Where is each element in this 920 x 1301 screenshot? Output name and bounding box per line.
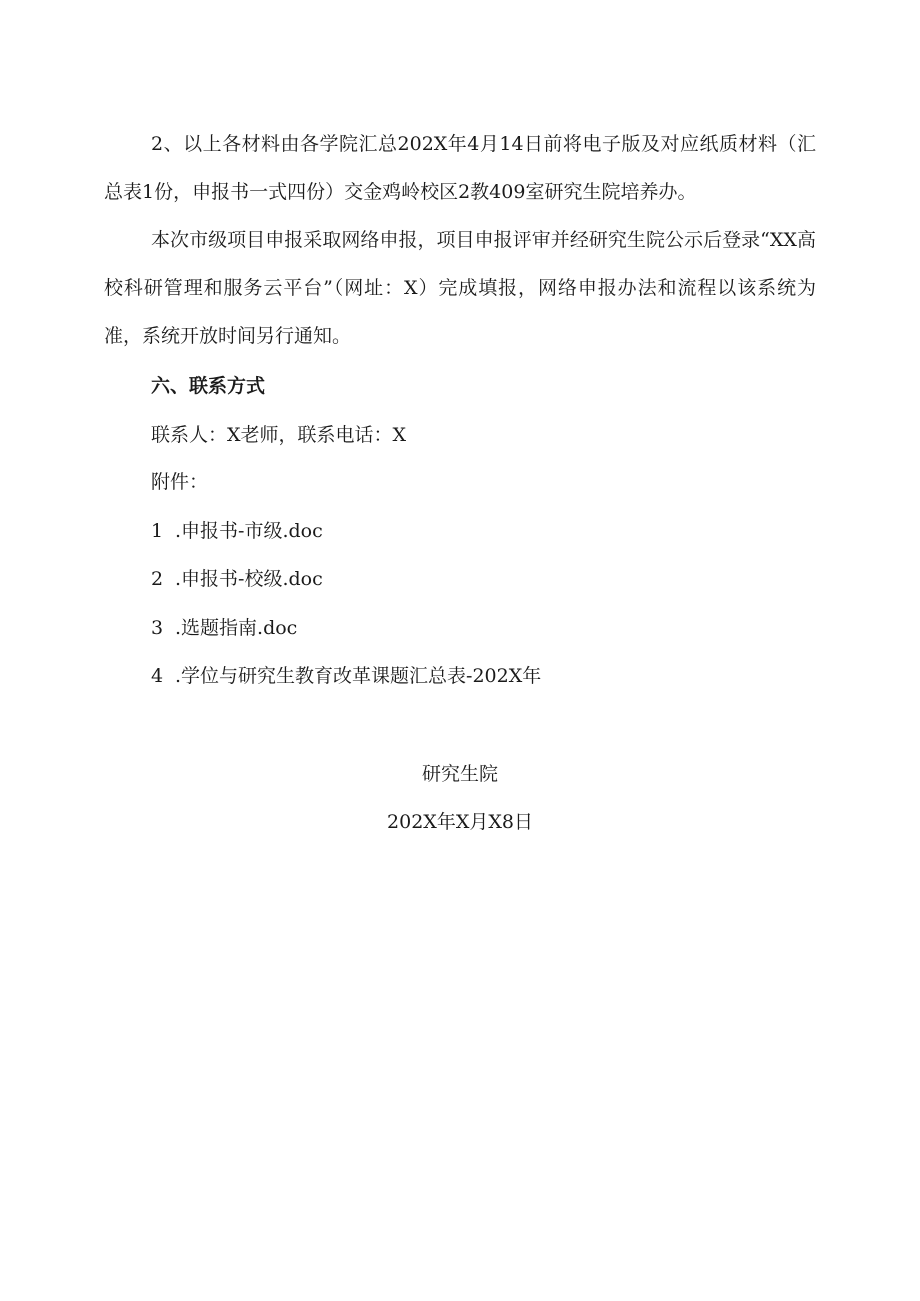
attachments-label: 附件： (151, 471, 209, 493)
signature-date: 202X年X月X8日 (387, 811, 533, 833)
section-heading-contact: 六、联系方式 (151, 375, 266, 397)
materials-paragraph: 2、以上各材料由各学院汇总202X年4月14日前将电子版及对应纸质材料（汇总表1份，申报书一式四份）交金鸡岭校区2教409室研究生院培养办。 (104, 133, 816, 203)
attachment-title: .学位与研究生教育改革课题汇总表-202X年 (175, 665, 542, 687)
signature-organization: 研究生院 (421, 763, 498, 785)
online-application-paragraph: 本次市级项目申报采取网络申报，项目申报评审并经研究生院公示后登录“XX高校科研管理和服务云平台”（网址：X）完成填报，网络申报办法和流程以该系统为准，系统开放时间另行通知。 (104, 229, 816, 347)
attachment-item (151, 555, 323, 603)
attachment-title: .申报书-校级.doc (175, 568, 323, 590)
attachment-title: .选题指南.doc (175, 617, 298, 639)
attachment-number: 2 (151, 568, 164, 590)
attachment-number: 4 (151, 665, 164, 687)
attachment-number: 3 (151, 617, 164, 639)
attachment-title: .申报书-市级.doc (175, 520, 323, 542)
contact-line: 联系人：X老师，联系电话：X (151, 424, 407, 446)
attachment-item (151, 652, 541, 700)
attachment-item (151, 507, 323, 555)
attachment-item (151, 604, 297, 652)
attachment-number: 1 (151, 520, 164, 542)
